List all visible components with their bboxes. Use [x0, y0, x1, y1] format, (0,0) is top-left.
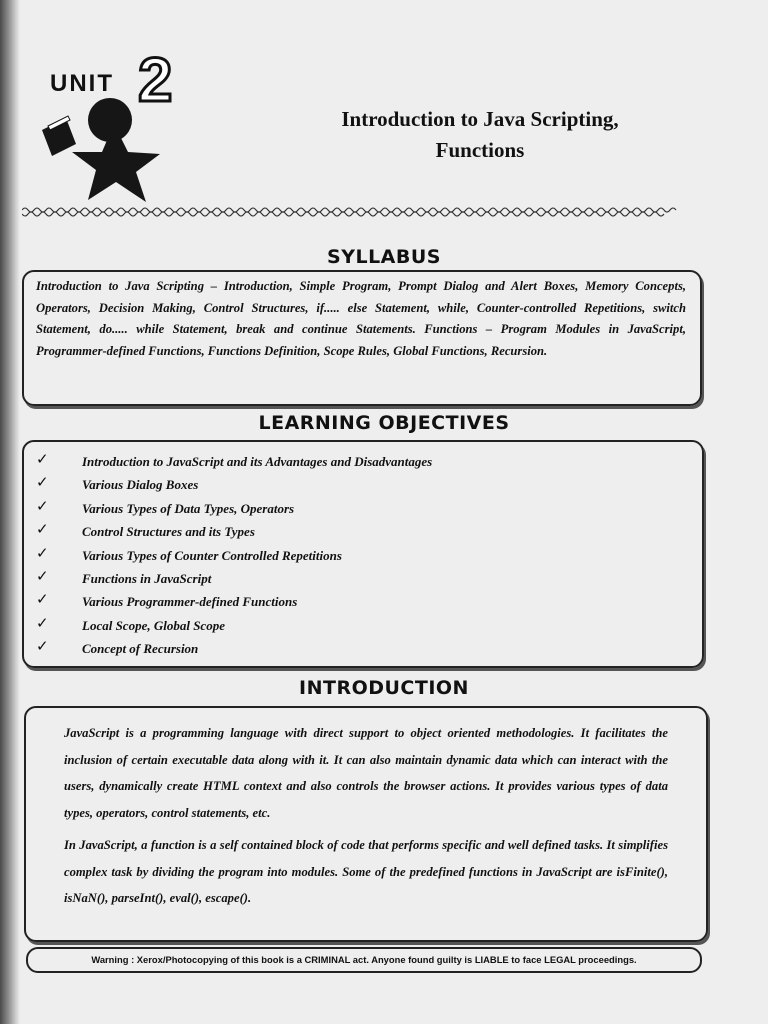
- objectives-list: [36, 452, 676, 663]
- objective-item: [36, 639, 676, 662]
- objective-item: [36, 475, 676, 498]
- chapter-title: [270, 104, 690, 166]
- objective-item: [36, 543, 676, 569]
- objective-label: Control Structures and its Types: [82, 524, 255, 540]
- ball-shape: [88, 98, 132, 142]
- check-icon: ✓: [36, 590, 49, 609]
- objective-item: [36, 522, 676, 545]
- objective-label: Various Types of Data Types, Operators: [82, 500, 295, 516]
- objective-label: Various Types of Counter Controlled Repetitions: [82, 547, 342, 563]
- introduction-heading: INTRODUCTION: [299, 677, 469, 699]
- book-spine-shadow: [0, 0, 20, 1024]
- chapter-title-line-2: Functions: [435, 138, 525, 162]
- unit-label: UNIT: [50, 70, 114, 97]
- check-icon: ✓: [36, 450, 49, 468]
- objective-item: [36, 613, 676, 639]
- objective-item: [36, 566, 676, 592]
- chapter-title-line-1: Introduction to Java Scripting,: [341, 107, 619, 131]
- objective-label: Functions in JavaScript: [82, 570, 212, 586]
- syllabus-text: Introduction to Java Scripting – Introduction, Simple Program, Prompt Dialog and Alert Boxes, Memory Concepts, Operators, Decision Making, Control Structures, if..... else Statement, while, Counter-controlled Repetitions, switch Statement, do..... while Statement, break and continue Statements. Functions – Program Modules in JavaScript, Programmer-defined Functions, Functions Definition, Scope Rules, Global Functions, Recursion.: [36, 279, 686, 358]
- objective-label: Introduction to JavaScript and its Advantages and Disadvantages: [82, 454, 433, 469]
- objective-item: [36, 496, 676, 522]
- objective-item: [36, 592, 676, 615]
- introduction-paragraph: In JavaScript, a function is a self contained block of code that performs specific and well defined tasks. It simplifies complex task by dividing the program into modules. Some of the predefined functions in JavaScript are isFinite(), isNaN(), parseInt(), eval(), escape().: [64, 838, 668, 905]
- wavy-divider: [22, 205, 702, 219]
- objective-label: Local Scope, Global Scope: [82, 617, 225, 633]
- introduction-body: [64, 720, 668, 918]
- objective-item: [36, 452, 676, 475]
- objective-label: Various Dialog Boxes: [82, 477, 199, 493]
- check-icon: ✓: [36, 496, 49, 515]
- check-icon: ✓: [36, 543, 49, 562]
- check-icon: ✓: [36, 613, 49, 632]
- objectives-heading: LEARNING OBJECTIVES: [258, 412, 510, 434]
- check-icon: ✓: [36, 566, 49, 585]
- introduction-paragraph: JavaScript is a programming language with direct support to object oriented methodologies. It facilitates the inclusion of certain executable data along with it. It can also maintain dynamic data which can interact with the users, dynamically create HTML context and also controls the browser actions. It provides various types of data types, operators, control statements, etc.: [64, 726, 668, 820]
- check-icon: ✓: [36, 473, 49, 492]
- syllabus-heading: SYLLABUS: [327, 246, 441, 268]
- unit-number: 2: [138, 46, 173, 115]
- copyright-warning: Warning : Xerox/Photocopying of this book is a CRIMINAL act. Anyone found guilty is LIABLE to face LEGAL proceedings.: [26, 947, 702, 973]
- unit-emblem: [36, 46, 196, 204]
- check-icon: ✓: [36, 637, 49, 656]
- objective-label: Various Programmer-defined Functions: [82, 594, 298, 610]
- check-icon: ✓: [36, 520, 49, 539]
- objective-label: Concept of Recursion: [82, 641, 199, 657]
